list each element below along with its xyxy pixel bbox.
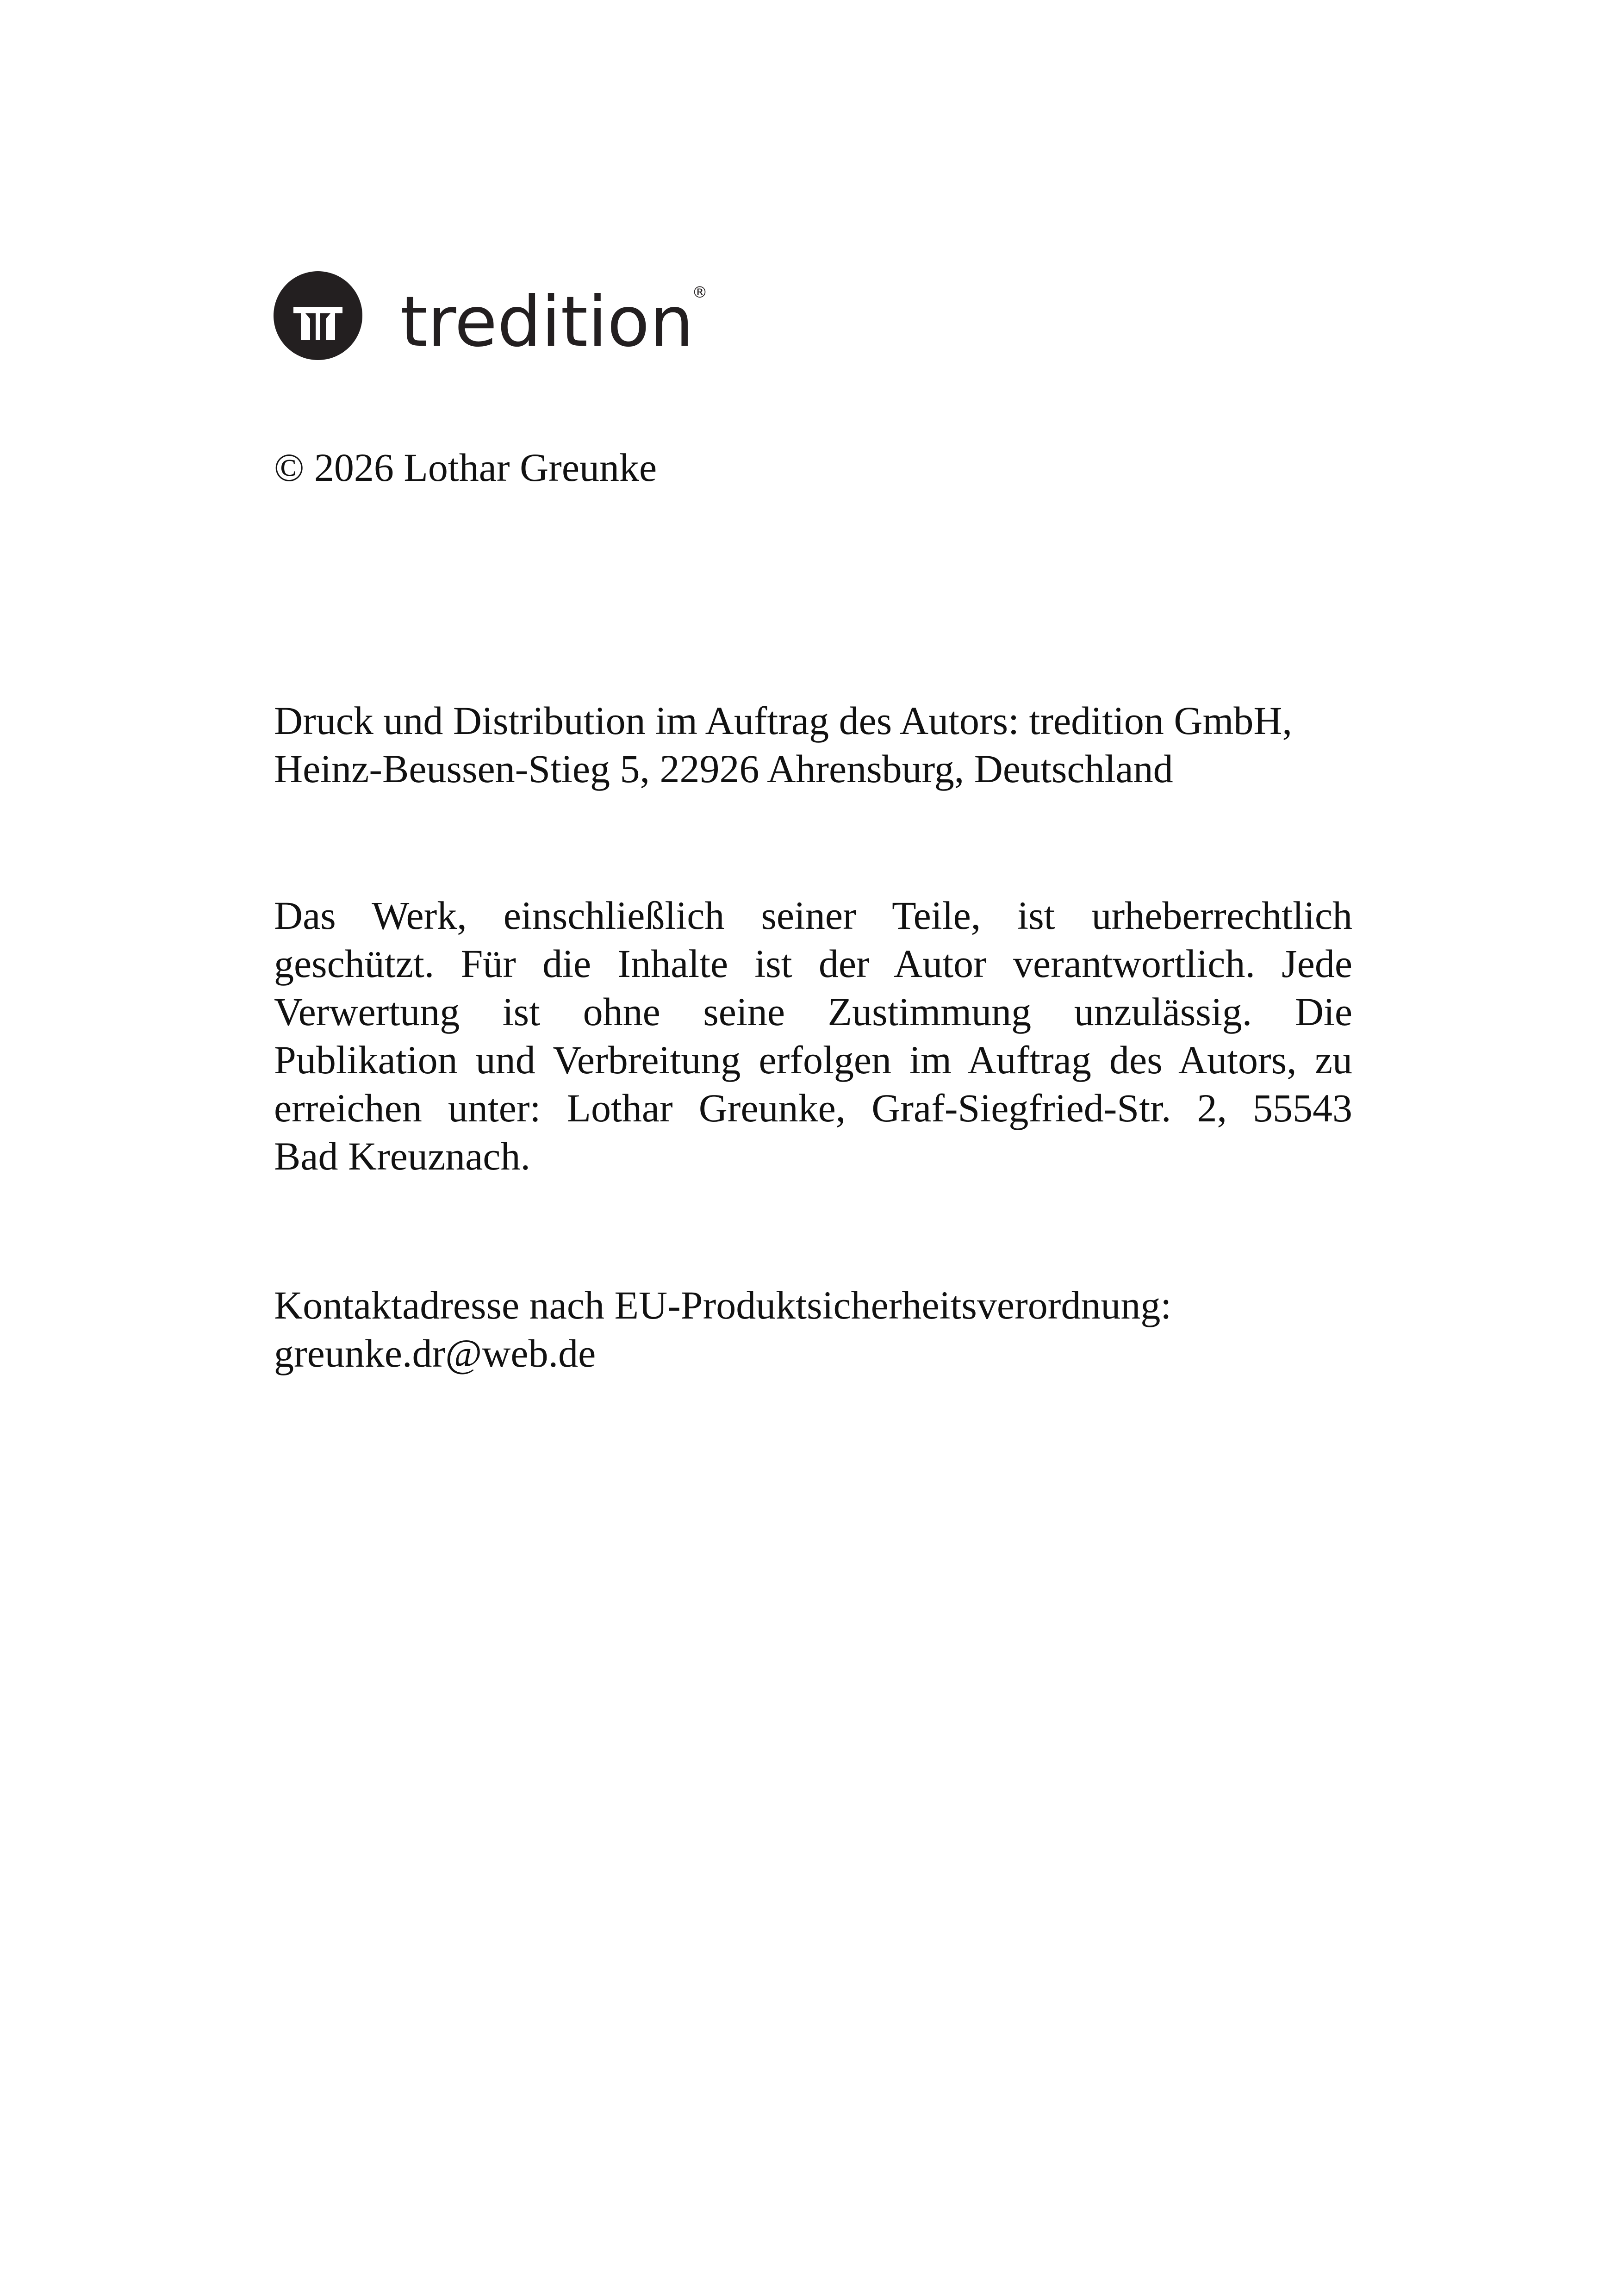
rights-line: geschützt. Für die Inhalte ist der Autor verantwortlich. Jede — [274, 941, 1352, 986]
copyright-line — [274, 443, 1352, 492]
copyright-text: © 2026 Lothar Greunke — [274, 445, 657, 490]
printing-line: Druck und Distribution im Auftrag des Autors: tredition GmbH, — [274, 698, 1292, 743]
registered-mark: ® — [692, 283, 708, 302]
contact-label: Kontaktadresse nach EU-Produktsicherheitsverordnung: — [274, 1283, 1172, 1327]
contact-notice — [274, 1281, 1352, 1377]
rights-line: Publikation und Verbreitung erfolgen im Auftrag des Autors, zu — [274, 1038, 1352, 1082]
rights-line: Das Werk, einschließlich seiner Teile, ist urheberrechtlich — [274, 893, 1352, 938]
rights-line: Verwertung ist ohne seine Zustimmung unzulässig. Die — [274, 989, 1352, 1034]
rights-line: erreichen unter: Lothar Greunke, Graf-Siegfried-Str. 2, 55543 — [274, 1086, 1352, 1130]
printing-notice — [274, 697, 1352, 793]
rights-notice — [274, 891, 1352, 1180]
contact-email: greunke.dr@web.de — [274, 1331, 596, 1375]
rights-line: Bad Kreuznach. — [274, 1134, 530, 1178]
logo-wordmark: tredition — [400, 282, 694, 361]
tredition-logo-icon — [273, 271, 717, 361]
publisher-logo — [273, 271, 717, 361]
printing-line: Heinz-Beussen-Stieg 5, 22926 Ahrensburg, Deutschland — [274, 747, 1173, 791]
